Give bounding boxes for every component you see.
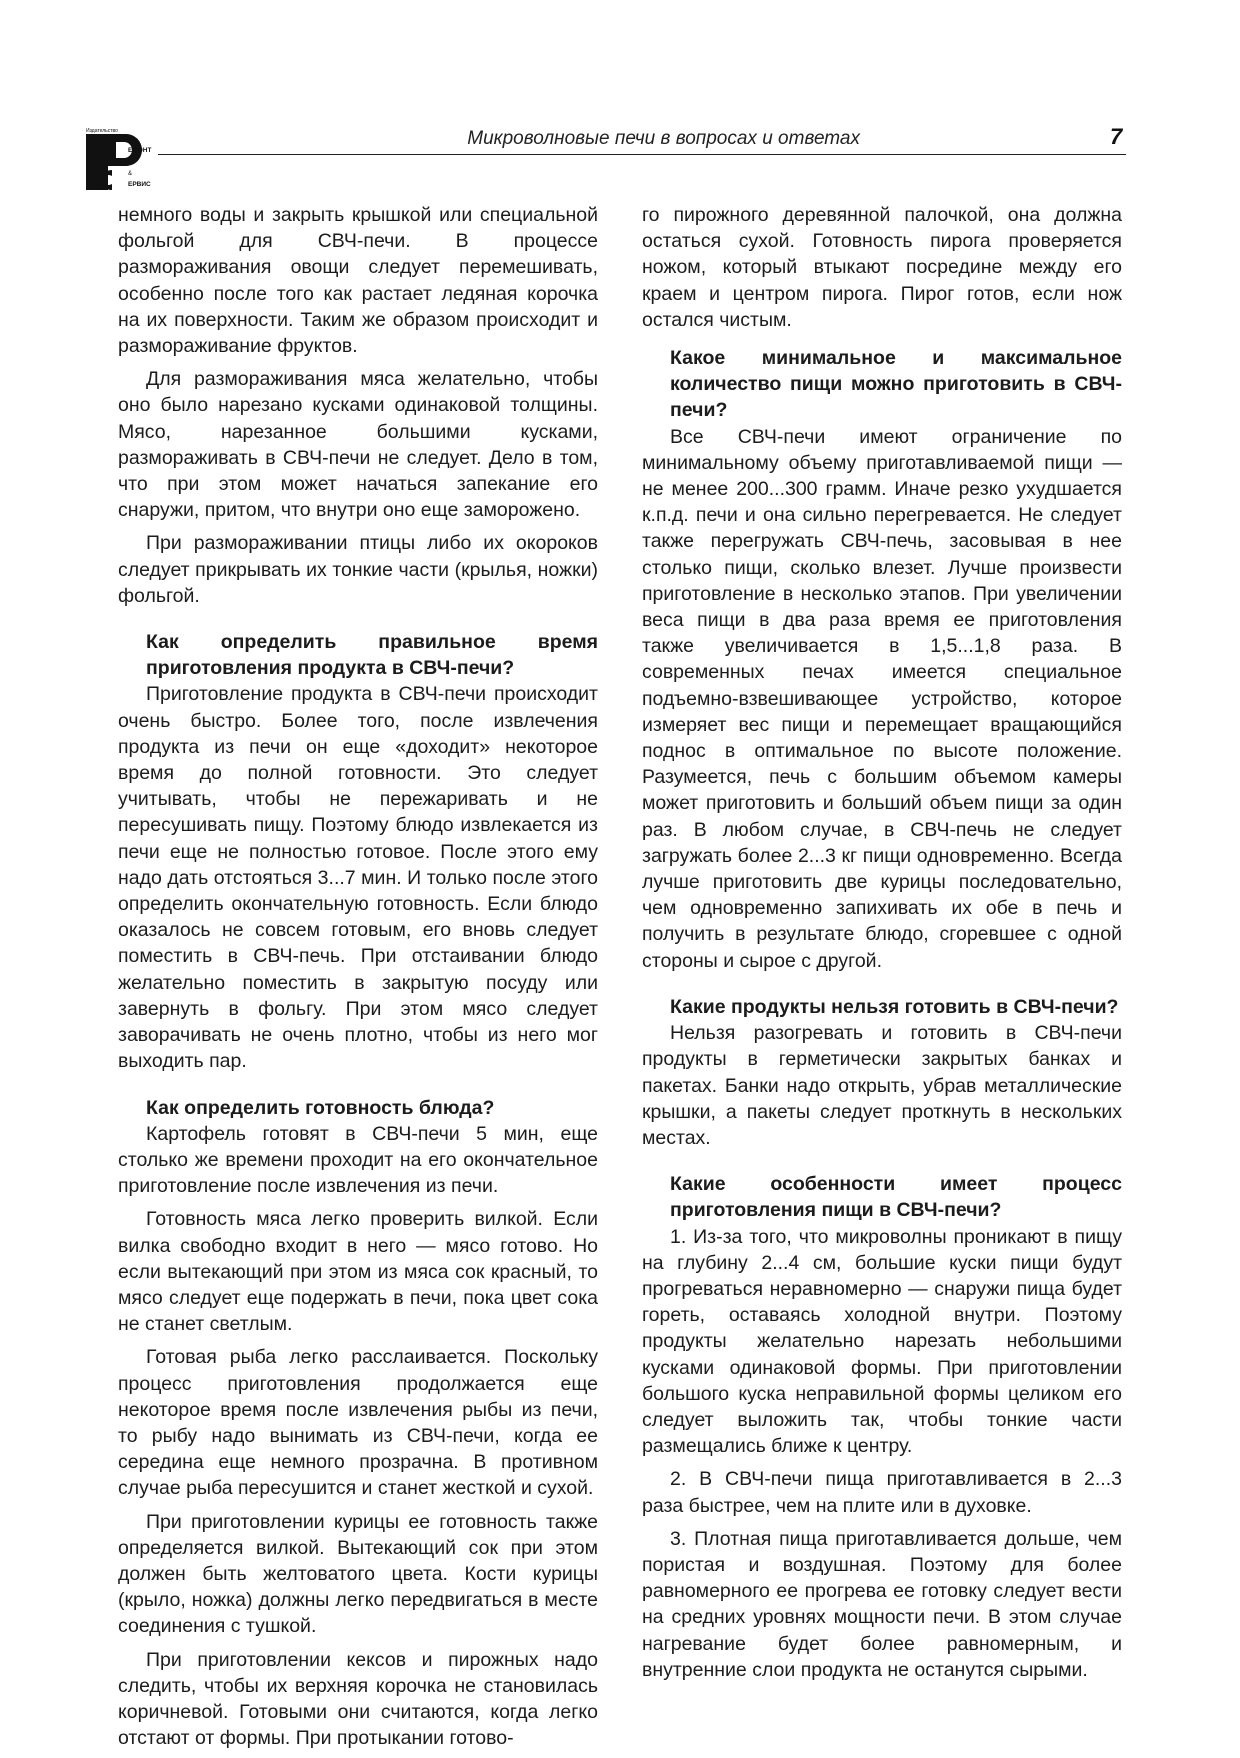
right-column	[642, 202, 1122, 1690]
paragraph: При приготовлении кексов и пирожных надо следить, чтобы их верхняя корочка не становилась коричневой. Готовыми они считаются, когда легко отстают от формы. При протыкании готово-	[118, 1648, 598, 1750]
page-number: 7	[1110, 124, 1123, 149]
paragraph: 3. Плотная пища приготавливается дольше, чем пористая и воздушная. Поэтому для более равномерного ее прогрева ее готовку следует вести на средних уровнях мощности печи. В этом случае нагревание будет более равномерным, и внутренние слои продукта не останутся сырыми.	[642, 1527, 1122, 1681]
paragraph: При приготовлении курицы ее готовность также определяется вилкой. Вытекающий сок при этом должен быть желтоватого цвета. Кости курицы (крыло, ножка) должны легко передвигаться в месте соединения с тушкой.	[118, 1510, 598, 1638]
paragraph: Готовая рыба легко расслаивается. Поскольку процесс приготовления продолжается еще некоторое время после извлечения рыбы из печи, то рыбу надо вынимать из СВЧ-печи, когда ее середина еще немного прозрачна. В противном случае рыба пересушится и станет жесткой и сухой.	[118, 1346, 598, 1500]
logo-ampersand: &	[128, 171, 133, 177]
section-heading: Как определить правильное время приготовления продукта в СВЧ-печи?	[146, 631, 598, 680]
running-header-title: Микроволновые печи в вопросах и ответах	[467, 128, 860, 149]
left-column	[118, 202, 598, 1758]
header-rule	[158, 154, 1126, 155]
logo-word-servis: ЕРВИС	[128, 181, 151, 188]
paragraph: Готовность мяса легко проверить вилкой. Если вилка свободно входит в него — мясо готово. Но если вытекающий при этом из мяса сок красный, то мясо следует еще подержать в печи, пока цвет сока не станет светлым.	[118, 1208, 598, 1336]
paragraph: Для размораживания мяса желательно, чтобы оно было нарезано кусками одинаковой толщины. Мясо, нарезанное большими кусками, размораживать в СВЧ-печи не следует. Дело в том, что при этом может начаться запекание его снаружи, притом, что внутри оно еще заморожено.	[118, 368, 598, 522]
logo-word-remont: ЕМОНТ	[128, 147, 152, 154]
paragraph: Нельзя разогревать и готовить в СВЧ-печи продукты в герметически закрытых банках и пакетах. Банки надо открыть, убрав металлические крышки, а пакеты следует проткнуть в нескольких местах.	[642, 1022, 1122, 1149]
publisher-logo	[86, 126, 158, 190]
paragraph: го пирожного деревянной палочкой, она должна остаться сухой. Готовность пирога проверяется ножом, который втыкают посредине между его краем и центром пирога. Пирог готов, если нож остался чистым.	[642, 204, 1122, 331]
paragraph: 1. Из-за того, что микроволны проникают в пищу на глубину 2...4 см, большие куски пищи будут прогреваться неравномерно — снаружи пища будет гореть, оставаясь холодной внутри. Поэтому продукты желательно нарезать небольшими кусками одинаковой формы. При приготовлении большого куска неправильной формы целиком его следует выложить так, чтобы тонкие части размещались ближе к центру.	[642, 1225, 1122, 1458]
paragraph: При размораживании птицы либо их окороков следует прикрывать их тонкие части (крылья, ножки) фольгой.	[118, 532, 598, 607]
logo-publisher-small: Издательство	[86, 128, 118, 134]
paragraph: 2. В СВЧ-печи пища приготавливается в 2...3 раза быстрее, чем на плите или в духовке.	[642, 1468, 1122, 1517]
publisher-logo-icon	[86, 126, 158, 190]
section-heading: Какое минимальное и максимальное количество пищи можно приготовить в СВЧ-печи?	[670, 347, 1122, 422]
section-heading: Как определить готовность блюда?	[146, 1096, 495, 1119]
section-heading: Какие продукты нельзя готовить в СВЧ-печи?	[670, 995, 1119, 1018]
paragraph: Все СВЧ-печи имеют ограничение по минимальному объему приготавливаемой пищи — не менее 200...300 грамм. Иначе резко ухудшается к.п.д. печи и она сильно перегревается. Не следует также перегружать СВЧ-печь, засовывая в нее столько пищи, сколько влезет. Лучше произвести приготовление в несколько этапов. При увеличении веса пищи в два раза время ее приготовления также увеличивается в 1,5...1,8 раза. В современных печах имеется специальное подъемно-взвешивающее устройство, которое измеряет вес пищи и перемещает вращающийся поднос в оптимальное по высоте положение. Разумеется, печь с большим объемом камеры может приготовить и больший объем пищи за один раз. В любом случае, в СВЧ-печь не следует загружать более 2...3 кг пищи одновременно. Всегда лучше приготовить две курицы последовательно, чем одновременно запихивать их обе в печь и получить в результате блюдо, сгоревшее с одной стороны и сырое с другой.	[642, 425, 1122, 972]
paragraph: Картофель готовят в СВЧ-печи 5 мин, еще столько же времени проходит на его окончательное приготовление после извлечения из печи.	[118, 1122, 598, 1198]
paragraph: Приготовление продукта в СВЧ-печи происходит очень быстро. Более того, после извлечения продукта из печи он еще «доходит» некоторое время до полной готовности. Это следует учитывать, чтобы не пережаривать и не пересушивать пищу. Поэтому блюдо извлекается из печи еще не полностью готовое. После этого ему надо дать отстояться 3...7 мин. И только после этого определить окончательную готовность. Если блюдо оказалось не совсем готовым, его вновь следует поместить в СВЧ-печь. При отстаивании блюдо желательно поместить в закрытую посуду или завернуть в фольгу. При этом мясо следует заворачивать не очень плотно, чтобы из него мог выходить пар.	[118, 683, 598, 1073]
paragraph: немного воды и закрыть крышкой или специальной фольгой для СВЧ-печи. В процессе размораживания овощи следует перемешивать, особенно после того как растает ледяная корочка на их поверхности. Таким же образом происходит и размораживание фруктов.	[118, 204, 598, 358]
section-heading: Какие особенности имеет процесс приготовления пищи в СВЧ-печи?	[670, 1173, 1122, 1222]
